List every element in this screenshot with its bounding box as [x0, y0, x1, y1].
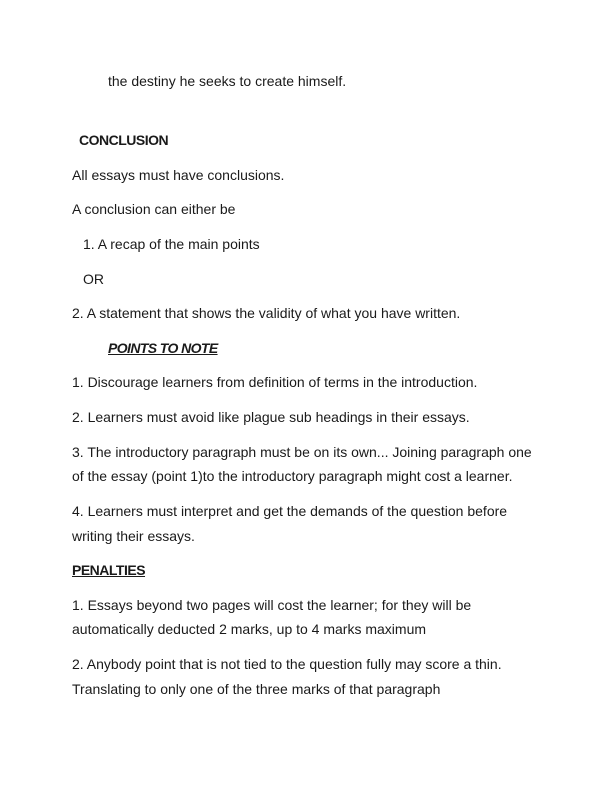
points-to-note-heading: POINTS TO NOTE — [108, 340, 218, 356]
penalties-item-2-line-2: Translating to only one of the three marks of that paragraph — [72, 681, 441, 697]
conclusion-paragraph-1: All essays must have conclusions. — [72, 167, 285, 183]
points-to-note-item-3-line-2: of the essay (point 1)to the introductory paragraph might cost a learner. — [72, 468, 513, 484]
points-to-note-item-1: 1. Discourage learners from definition of terms in the introduction. — [72, 374, 478, 390]
intro-continuation: the destiny he seeks to create himself. — [108, 73, 347, 89]
conclusion-or: OR — [83, 271, 104, 287]
points-to-note-item-3-line-1: 3. The introductory paragraph must be on its own... Joining paragraph one — [72, 444, 532, 460]
conclusion-list-item-1: 1. A recap of the main points — [83, 236, 260, 252]
penalties-heading: PENALTIES — [72, 562, 146, 578]
conclusion-list-item-2: 2. A statement that shows the validity of what you have written. — [72, 305, 461, 321]
points-to-note-item-4-line-1: 4. Learners must interpret and get the demands of the question before — [72, 503, 508, 519]
points-to-note-item-2: 2. Learners must avoid like plague sub headings in their essays. — [72, 409, 470, 425]
penalties-item-2-line-1: 2. Anybody point that is not tied to the question fully may score a thin. — [72, 656, 502, 672]
points-to-note-item-4-line-2: writing their essays. — [72, 528, 195, 544]
penalties-item-1-line-2: automatically deducted 2 marks, up to 4 marks maximum — [72, 621, 427, 637]
penalties-item-1-line-1: 1. Essays beyond two pages will cost the learner; for they will be — [72, 597, 472, 613]
conclusion-paragraph-2: A conclusion can either be — [72, 201, 236, 217]
conclusion-heading: CONCLUSION — [79, 132, 169, 148]
